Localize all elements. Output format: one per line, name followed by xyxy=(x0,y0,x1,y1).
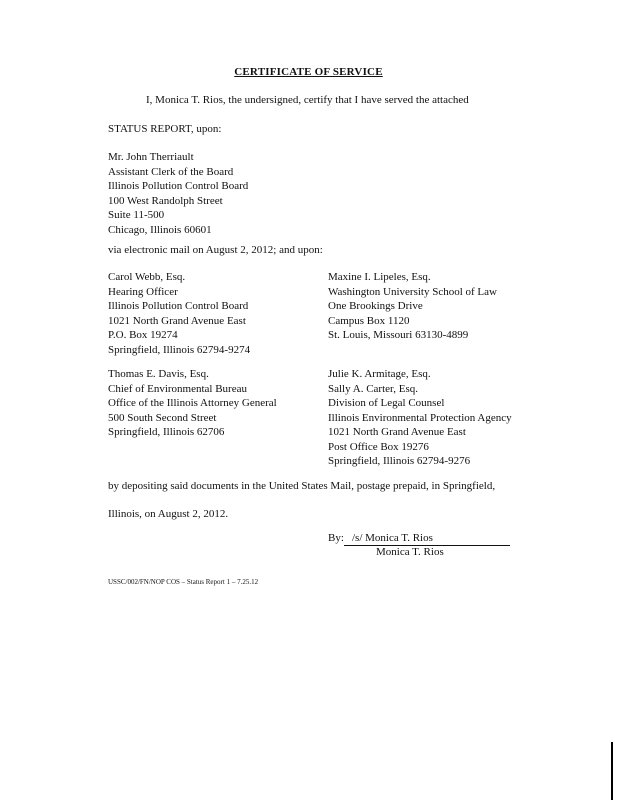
address-line: Springfield, Illinois 62794-9274 xyxy=(108,343,251,356)
address-line: Suite 11-500 xyxy=(108,209,165,221)
primary-recipient-address xyxy=(108,150,248,237)
address-line: Assistant Clerk of the Board xyxy=(108,165,234,178)
address-line: Sally A. Carter, Esq. xyxy=(328,382,418,395)
closing-line-1: by depositing said documents in the United States Mail, postage prepaid, in Springfield, xyxy=(108,480,496,492)
address-line: Illinois Pollution Control Board xyxy=(108,300,249,312)
address-line: Hearing Officer xyxy=(108,285,178,298)
address-line: Campus Box 1120 xyxy=(328,314,410,327)
footer-reference: USSC/002/FN/NOP COS – Status Report 1 – 7.25.12 xyxy=(108,578,259,586)
page-edge-divider xyxy=(611,742,613,800)
address-line: Washington University School of Law xyxy=(328,285,497,298)
address-line: Chief of Environmental Bureau xyxy=(108,382,247,395)
address-line: Carol Webb, Esq. xyxy=(108,271,186,283)
signature-printed-name: Monica T. Rios xyxy=(376,546,444,558)
address-line: Chicago, Illinois 60601 xyxy=(108,223,212,236)
address-line: 1021 North Grand Avenue East xyxy=(108,314,246,327)
address-line: Springfield, Illinois 62706 xyxy=(108,426,225,438)
address-line: Division of Legal Counsel xyxy=(328,397,445,409)
address-line: 1021 North Grand Avenue East xyxy=(328,426,466,438)
address-line: 100 West Randolph Street xyxy=(108,194,223,207)
recipient-address-lipeles xyxy=(328,270,497,343)
signature-line: /s/ Monica T. Rios xyxy=(344,532,510,546)
intro-line-1: I, Monica T. Rios, the undersigned, certify that I have served the attached xyxy=(146,94,469,106)
address-line: P.O. Box 19274 xyxy=(108,329,178,341)
recipient-address-armitage-carter xyxy=(328,367,512,469)
intro-line-2: STATUS REPORT, upon: xyxy=(108,123,222,135)
address-line: Office of the Illinois Attorney General xyxy=(108,397,277,409)
address-line: Post Office Box 19276 xyxy=(328,440,429,453)
address-line: Springfield, Illinois 62794-9276 xyxy=(328,455,471,467)
via-line: via electronic mail on August 2, 2012; and upon: xyxy=(108,244,323,256)
closing-line-2: Illinois, on August 2, 2012. xyxy=(108,508,229,520)
address-line: One Brookings Drive xyxy=(328,300,423,312)
document-title: CERTIFICATE OF SERVICE xyxy=(234,66,383,78)
address-line: Maxine I. Lipeles, Esq. xyxy=(328,271,431,283)
address-line: 500 South Second Street xyxy=(108,411,217,424)
address-line: Illinois Environmental Protection Agency xyxy=(328,411,512,424)
address-line: Illinois Pollution Control Board xyxy=(108,180,249,192)
address-line: St. Louis, Missouri 63130-4899 xyxy=(328,329,469,341)
recipient-address-webb xyxy=(108,270,250,357)
address-line: Julie K. Armitage, Esq. xyxy=(328,368,431,380)
signature-by-label: By: xyxy=(328,532,344,544)
address-line: Thomas E. Davis, Esq. xyxy=(108,368,209,380)
address-line: Mr. John Therriault xyxy=(108,151,194,163)
recipient-address-davis xyxy=(108,367,277,440)
